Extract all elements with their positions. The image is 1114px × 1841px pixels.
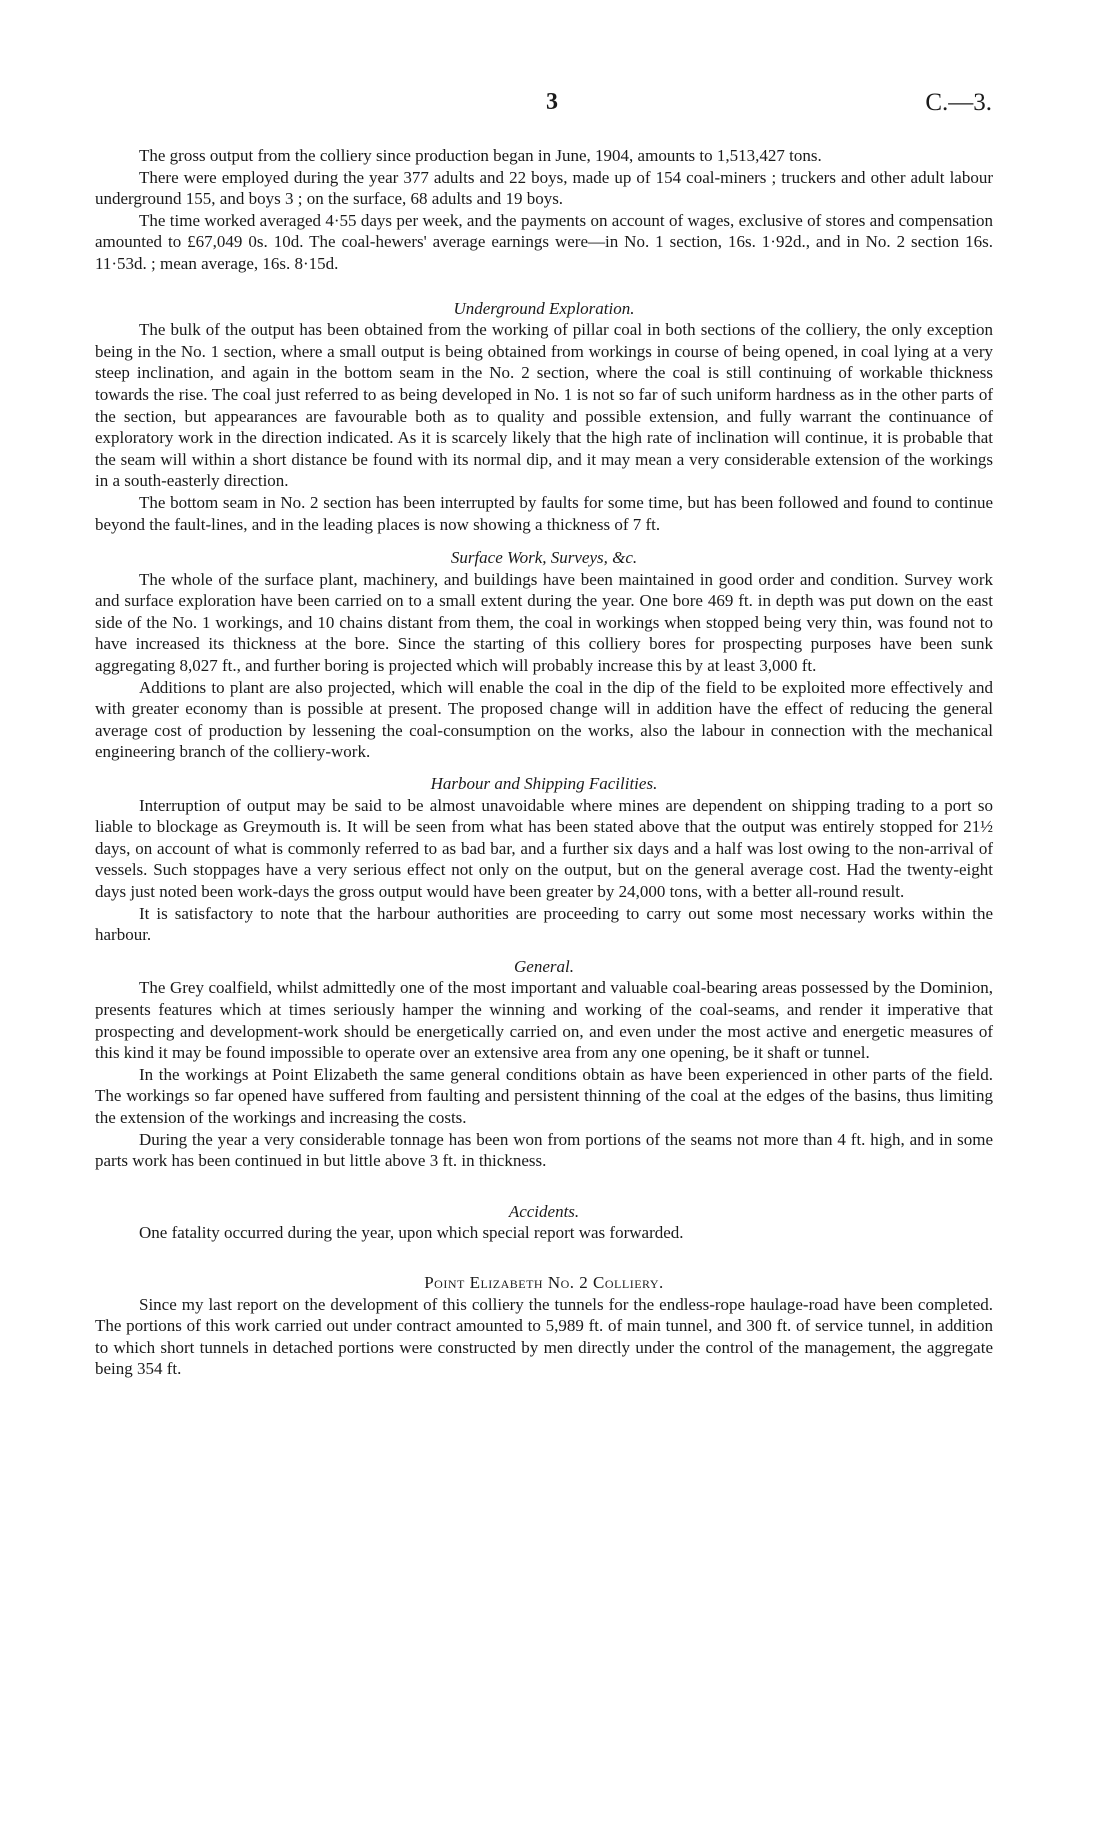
general-paragraph-1: The Grey coalfield, whilst admittedly one of the most important and valuable coal-bearing areas possessed by the Dominion, presents features which at times seriously hamper the winning and working of the coal-seams, and render it imperative that prospecting and development-work should be energetically carried on, and even under the most active and energetic measures of this kind it may be found impossible to operate over an extensive area from any one opening, be it shaft or tunnel. <box>95 978 993 1063</box>
point-elizabeth-paragraph: Since my last report on the development of this colliery the tunnels for the endless-rope haulage-road have been completed. The portions of this work carried out under contract amounted to 5,989 ft. of main tunnel, and 300 ft. of service tunnel, in addition to which short tunnels in detached portions were constructed by men directly under the control of the management, the aggregate being 354 ft. <box>95 1294 993 1379</box>
intro-gross-output-paragraph: The gross output from the colliery since production began in June, 1904, amounts to 1,513,427 tons. <box>139 146 822 165</box>
accidents-paragraph: One fatality occurred during the year, upon which special report was forwarded. <box>139 1223 684 1243</box>
underground-paragraph-2: The bottom seam in No. 2 section has been interrupted by faults for some time, but has been followed and found to continue beyond the fault-lines, and in the leading places is now showing a thickness of 7 ft. <box>95 492 993 534</box>
surface-work-heading: Surface Work, Surveys, &c. <box>450 548 638 568</box>
surface-paragraph-1: The whole of the surface plant, machinery, and buildings have been maintained in good order and condition. Survey work and surface exploration have been carried on to a small extent during the year. One bore 469 ft. in depth was put down on the east side of the No. 1 workings, and 10 chains distant from them, the coal in workings when stopped being very thin, was found not to have increased its thickness at the bore. Since the starting of this colliery bores for prospecting purposes have been sunk aggregating 8,027 ft., and further boring is projected which will probably increase this by at least 3,000 ft. <box>95 569 993 676</box>
general-paragraph-3: During the year a very considerable tonnage has been won from portions of the seams not more than 4 ft. high, and in some parts work has been continued in but little above 3 ft. in thickness. <box>95 1129 993 1171</box>
harbour-paragraph-1: Interruption of output may be said to be almost unavoidable where mines are dependent on shipping trading to a port so liable to blockage as Greymouth is. It will be seen from what has been stated above that the output was entirely stopped for 21½ days, on account of what is commonly referred to as bad bar, and a further six days and a half was lost owing to the non-arrival of vessels. Such stoppages have a very serious effect not only on the output, but on the general average cost. Had the twenty-eight days just noted been work-days the gross output would have been greater by 24,000 tons, with a better all-round result. <box>95 795 993 901</box>
underground-exploration-heading: Underground Exploration. <box>453 298 635 318</box>
surface-paragraph-2: Additions to plant are also projected, which will enable the coal in the dip of the field to be exploited more effectively and with greater economy than is possible at present. The proposed change will in addition have the effect of reducing the general average cost of production by lessening the coal-consumption on the works, also the labour in connection with the mechanical engineering branch of the colliery-work. <box>95 677 993 762</box>
accidents-heading: Accidents. <box>508 1201 580 1221</box>
page-number: 3 <box>546 89 558 115</box>
general-heading: General. <box>514 956 574 976</box>
document-reference: C.—3. <box>925 89 992 116</box>
point-elizabeth-heading: Point Elizabeth No. 2 Colliery. <box>424 1272 664 1292</box>
harbour-paragraph-2: It is satisfactory to note that the harbour authorities are proceeding to carry out some most necessary works within the harbour. <box>95 903 993 945</box>
page-header <box>0 89 1114 132</box>
general-paragraph-2: In the workings at Point Elizabeth the same general conditions obtain as have been experienced in other parts of the field. The workings so far opened have suffered from faulting and persistent thinning of the coal at the edges of the basins, thus limiting the extension of the workings and increasing the costs. <box>95 1064 993 1127</box>
document-body <box>95 145 993 1380</box>
harbour-shipping-heading: Harbour and Shipping Facilities. <box>430 774 658 794</box>
intro-wages-paragraph: The time worked averaged 4·55 days per week, and the payments on account of wages, exclusive of stores and compensation amounted to £67,049 0s. 10d. The coal-hewers' average earnings were—in No. 1 section, 16s. 1·92d., and in No. 2 section 16s. 11·53d. ; mean average, 16s. 8·15d. <box>95 210 993 273</box>
intro-employment-paragraph: There were employed during the year 377 adults and 22 boys, made up of 154 coal-miners ; truckers and other adult labour underground 155, and boys 3 ; on the surface, 68 adults and 19 boys. <box>95 167 993 209</box>
underground-paragraph-1: The bulk of the output has been obtained from the working of pillar coal in both sections of the colliery, the only exception being in the No. 1 section, where a small output is being obtained from workings in course of being opened, in coal lying at a very steep inclination, and again in the bottom seam in the No. 2 section, where the coal is still continuing of workable thickness towards the rise. The coal just referred to as being developed in No. 1 is not so far of such uniform hardness as in the other parts of the section, but appearances are favourable both as to quality and possible extension, and fully warrant the continuance of exploratory work in the direction indicated. As it is scarcely likely that the high rate of inclination will continue, it is probable that the seam will within a short distance be found with its normal dip, and it may mean a very considerable extension of the workings in a south-easterly direction. <box>95 320 993 491</box>
